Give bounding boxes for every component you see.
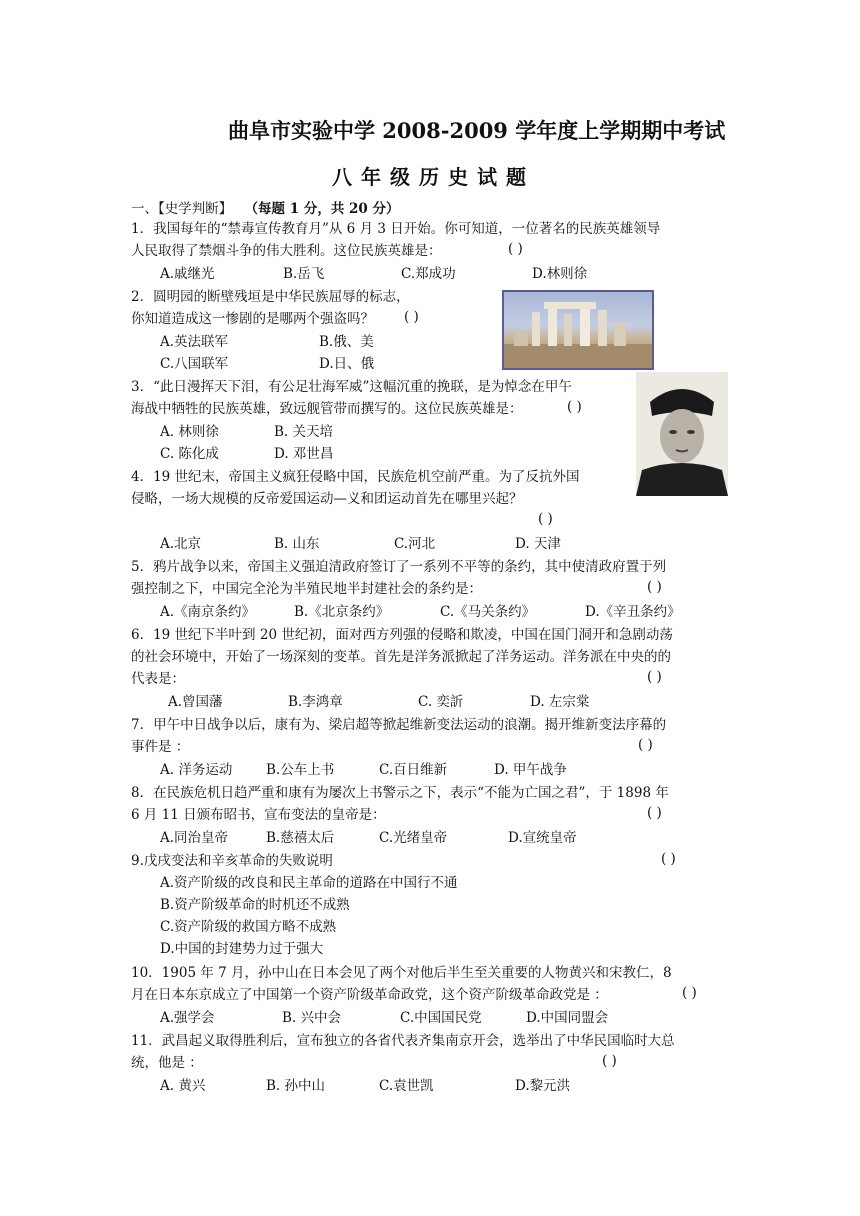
question-6-line-2: 的社会环境中，开始了一场深刻的变革。首先是洋务派掀起了洋务运动。洋务派在中央的的	[131, 649, 671, 665]
question-6-line-3: 代表是：	[131, 671, 185, 687]
answer-blank-10: ( )	[682, 985, 697, 1001]
option-d: D. 邓世昌	[274, 446, 334, 462]
answer-blank-7: ( )	[638, 737, 653, 753]
option-d: D.中国同盟会	[526, 1010, 609, 1026]
question-9-option-a: A.资产阶级的改良和民主革命的道路在中国行不通	[160, 875, 458, 891]
question-7-line-2: 事件是 ：	[131, 739, 190, 755]
question-4-line-2: 侵略，一场大规模的反帝爱国运动—义和团运动首先在哪里兴起？	[131, 491, 523, 507]
option-c: C.中国国民党	[400, 1010, 482, 1026]
answer-blank-6: ( )	[647, 669, 662, 685]
answer-blank-3: ( )	[567, 399, 582, 415]
question-1-line-1: 1．我国每年的“禁毒宣传教育月”从 6 月 3 日开始。你可知道，一位著名的民族英雄领导	[131, 221, 661, 237]
question-11-line-1: 11．武昌起义取得胜利后，宣布独立的各省代表齐集南京开会，选举出了中华民国临时大总	[131, 1033, 675, 1049]
answer-blank-5: ( )	[647, 579, 662, 595]
section-label: 一、【史学判断】	[131, 201, 233, 217]
section-heading	[131, 197, 400, 217]
question-3-line-1: 3．“此日漫挥天下泪，有公足壮海军威”这幅沉重的挽联，是为悼念在甲午	[131, 379, 572, 395]
option-a: A.戚继光	[160, 266, 215, 282]
question-2-line-1: 2．圆明园的断壁残垣是中华民族屈辱的标志，	[131, 289, 410, 305]
answer-blank-11: ( )	[602, 1053, 617, 1069]
question-10-line-2: 月在日本东京成立了中国第一个资产阶级革命政党，这个资产阶级革命政党是 ：	[131, 987, 608, 1003]
exam-subtitle: 八年级历史试题	[332, 165, 535, 189]
option-c: C.八国联军	[160, 356, 229, 372]
option-b: B.李鸿章	[288, 694, 343, 710]
question-9-option-b: B.资产阶级革命的时机还不成熟	[160, 897, 350, 913]
option-d: D.《辛丑条约》	[585, 604, 681, 620]
question-9-line-1: 9.戊戌变法和辛亥革命的失败说明	[131, 853, 333, 869]
option-c: C.百日维新	[379, 762, 448, 778]
question-8-line-1: 8．在民族危机日趋严重和康有为屡次上书警示之下，表示“不能为亡国之君”，于 1898 年	[131, 785, 669, 801]
question-11-line-2: 统，他是 ：	[131, 1055, 203, 1071]
option-d: D.黎元洪	[515, 1078, 571, 1094]
option-c: C.河北	[394, 536, 436, 552]
option-a: A.曾国藩	[168, 694, 223, 710]
answer-blank-1: ( )	[508, 241, 523, 257]
option-a: A.北京	[160, 536, 202, 552]
option-b: B.俄、美	[319, 334, 374, 350]
option-c: C.光绪皇帝	[379, 830, 448, 846]
option-d: D.林则徐	[532, 266, 588, 282]
question-1-line-2: 人民取得了禁烟斗争的伟大胜利。这位民族英雄是：	[131, 243, 442, 259]
question-8-line-2: 6 月 11 日颁布昭书，宣布变法的皇帝是：	[131, 807, 386, 823]
answer-blank-8: ( )	[647, 805, 662, 821]
portrait-photo-icon	[636, 372, 728, 496]
option-a: A. 黄兴	[160, 1078, 206, 1094]
question-6-line-1: 6．19 世纪下半叶到 20 世纪初，面对西方列强的侵略和欺凌，中国在国门洞开和急剧动荡	[131, 627, 673, 643]
option-b: B. 孙中山	[266, 1078, 326, 1094]
question-2-line-2: 你知道造成这一惨剧的是哪两个强盗吗？	[131, 311, 374, 327]
question-3-line-2: 海战中牺牲的民族英雄，致远舰管带而撰写的。这位民族英雄是：	[131, 401, 523, 417]
option-b: B.公车上书	[266, 762, 335, 778]
option-a: A.同治皇帝	[160, 830, 229, 846]
option-a: A. 洋务运动	[160, 762, 233, 778]
question-5-line-2: 强控制之下，中国完全沦为半殖民地半封建社会的条约是：	[131, 581, 482, 597]
question-9-option-c: C.资产阶级的救国方略不成熟	[160, 919, 337, 935]
option-a: A. 林则徐	[160, 424, 219, 440]
option-a: A.英法联军	[160, 334, 229, 350]
ruins-photo-icon	[502, 290, 654, 370]
option-d: D.宣统皇帝	[508, 830, 577, 846]
option-d: D. 甲午战争	[494, 762, 567, 778]
option-c: C.郑成功	[401, 266, 456, 282]
question-10-line-1: 10．1905 年 7 月，孙中山在日本会见了两个对他后半生至关重要的人物黄兴和宋教仁，8	[131, 965, 672, 981]
section-note: （每题 1 分，共 20 分）	[244, 201, 400, 217]
question-5-line-1: 5．鸦片战争以来，帝国主义强迫清政府签订了一系列不平等的条约，其中使清政府置于列	[131, 559, 667, 575]
option-b: B.岳飞	[283, 266, 325, 282]
exam-title: 曲阜市实验中学 2008-2009 学年度上学期期中考试	[228, 118, 726, 143]
question-4-line-1: 4．19 世纪末，帝国主义疯狂侵略中国，民族危机空前严重。为了反抗外国	[131, 469, 580, 485]
option-d: D. 左宗棠	[530, 694, 590, 710]
option-c: C. 奕訢	[418, 694, 464, 710]
option-c: C. 陈化成	[160, 446, 219, 462]
option-b: B. 山东	[274, 536, 320, 552]
question-9-option-d: D.中国的封建势力过于强大	[160, 941, 324, 957]
option-a: A.强学会	[160, 1010, 215, 1026]
option-b: B. 兴中会	[282, 1010, 342, 1026]
answer-blank-2: ( )	[404, 309, 419, 325]
option-d: D. 天津	[515, 536, 561, 552]
option-d: D.日、俄	[319, 356, 375, 372]
option-b: B. 关天培	[274, 424, 334, 440]
option-b: B.《北京条约》	[294, 604, 390, 620]
question-7-line-1: 7．甲午中日战争以后，康有为、梁启超等掀起维新变法运动的浪潮。揭开维新变法序幕的	[131, 717, 667, 733]
option-a: A.《南京条约》	[160, 604, 256, 620]
option-c: C.《马关条约》	[440, 604, 536, 620]
answer-blank-9: ( )	[661, 851, 676, 867]
option-c: C.袁世凯	[379, 1078, 434, 1094]
option-b: B.慈禧太后	[266, 830, 335, 846]
answer-blank-4: ( )	[538, 511, 553, 527]
